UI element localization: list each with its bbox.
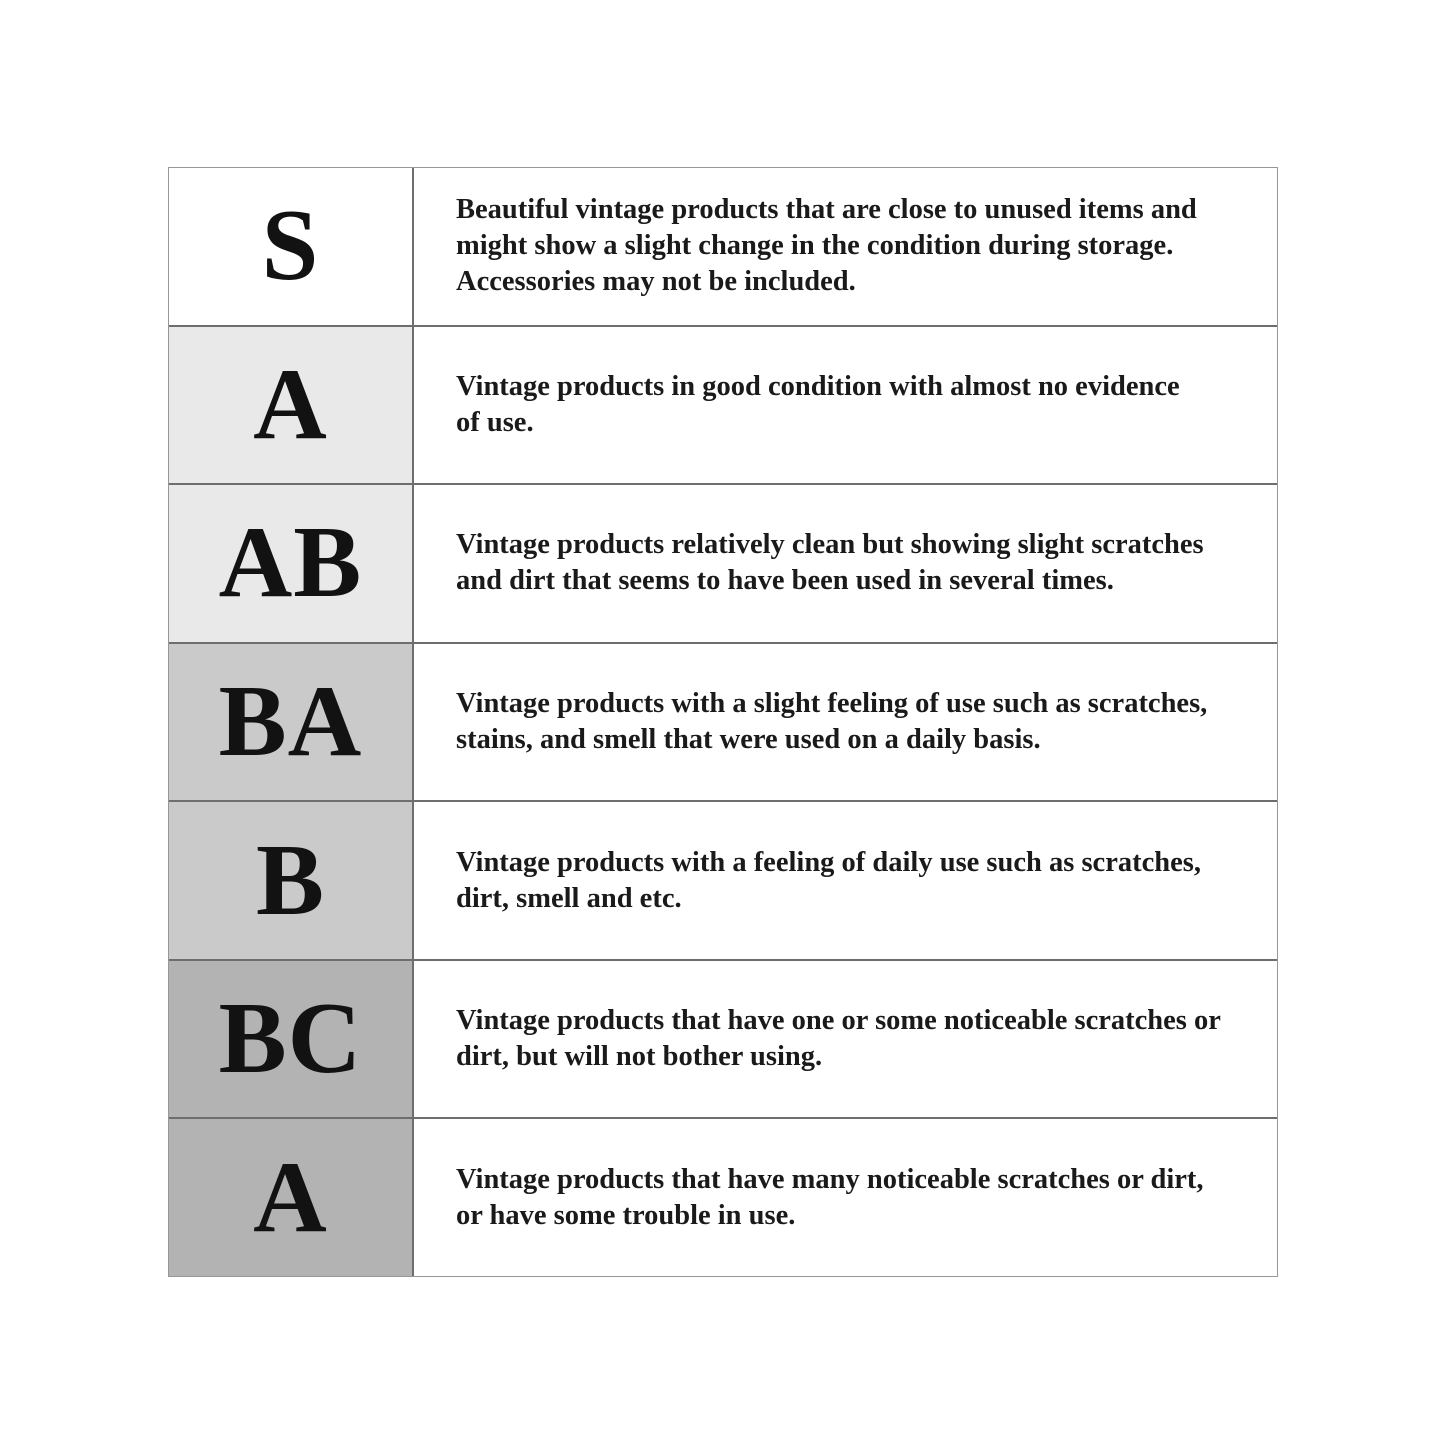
grade-row-s <box>169 168 1277 327</box>
grade-row-ba <box>169 644 1277 803</box>
description-cell <box>414 802 1277 959</box>
condition-grade-table <box>168 167 1278 1277</box>
description-line: Vintage products in good condition with almost no evidence <box>456 370 1180 402</box>
description-line: Beautiful vintage products that are close to unused items and <box>456 194 1197 226</box>
description-line: Vintage products relatively clean but showing slight scratches <box>456 529 1204 561</box>
description-line: or have some trouble in use. <box>456 1199 796 1231</box>
grade-row-a <box>169 327 1277 486</box>
description-line: Vintage products that have one or some noticeable scratches or <box>456 1005 1221 1037</box>
grade-row-a-bottom <box>169 1119 1277 1276</box>
grade-cell: B <box>169 802 414 959</box>
grade-row-ab <box>169 485 1277 644</box>
description-line: and dirt that seems to have been used in several times. <box>456 565 1114 597</box>
grade-cell: BA <box>169 644 414 801</box>
description-cell <box>414 644 1277 801</box>
description-line: dirt, but will not bother using. <box>456 1041 823 1073</box>
grade-cell: AB <box>169 485 414 642</box>
grade-cell: S <box>169 168 414 325</box>
grade-row-b <box>169 802 1277 961</box>
description-cell <box>414 327 1277 484</box>
grade-cell: A <box>169 1119 414 1276</box>
grade-cell: BC <box>169 961 414 1118</box>
description-line: Vintage products with a feeling of daily use such as scratches, <box>456 846 1201 878</box>
description-cell <box>414 961 1277 1118</box>
description-line: dirt, smell and etc. <box>456 882 682 914</box>
description-line: might show a slight change in the condition during storage. <box>456 230 1174 262</box>
description-cell <box>414 168 1277 325</box>
description-line: Accessories may not be included. <box>456 266 856 298</box>
grade-row-bc <box>169 961 1277 1120</box>
description-line: Vintage products with a slight feeling of use such as scratches, <box>456 688 1208 720</box>
description-cell <box>414 1119 1277 1276</box>
description-line: Vintage products that have many noticeable scratches or dirt, <box>456 1163 1204 1195</box>
description-line: of use. <box>456 406 534 438</box>
grade-cell: A <box>169 327 414 484</box>
description-cell <box>414 485 1277 642</box>
description-line: stains, and smell that were used on a daily basis. <box>456 724 1041 756</box>
